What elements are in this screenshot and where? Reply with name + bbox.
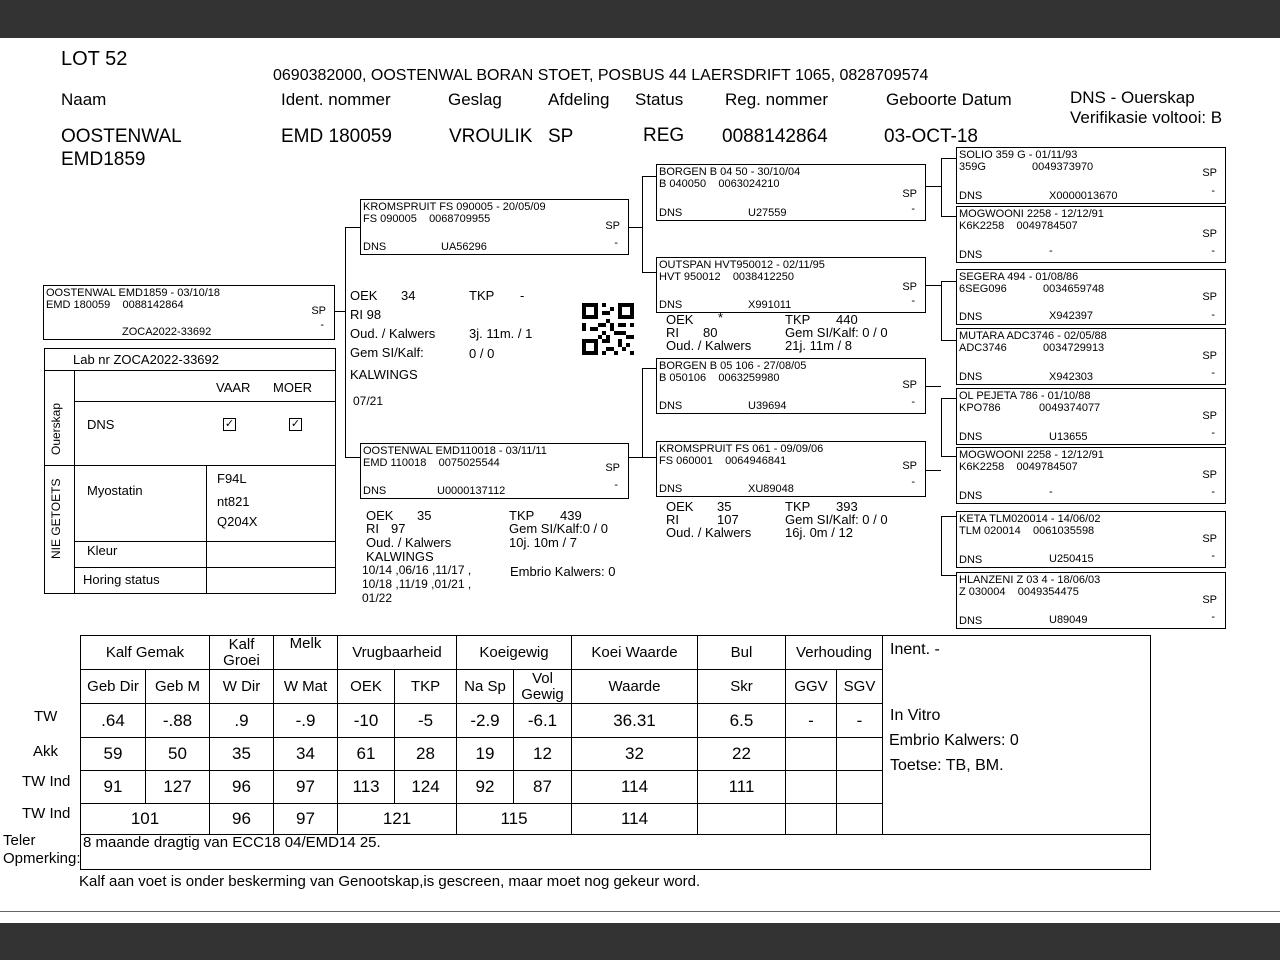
ggp-box-1 xyxy=(956,147,1226,204)
side-invitro: In Vitro xyxy=(890,707,941,724)
sire-kalwing-dates: 07/21 xyxy=(353,394,384,408)
ggp4-ident: ADC3746 xyxy=(959,342,1007,354)
ggp1-dns-value: X0000013670 xyxy=(1049,190,1118,202)
twind2-cell: 97 xyxy=(274,804,338,835)
akk-cell: 22 xyxy=(698,738,786,771)
ggp4-dash: - xyxy=(1211,367,1215,379)
subject-title: OOSTENWAL EMD1859 - 03/10/18 xyxy=(46,287,221,299)
twind-cell: 91 xyxy=(81,771,146,804)
tw-cell: 36.31 xyxy=(572,704,698,738)
twind2-cell: 114 xyxy=(572,804,698,835)
gp-top-tkp-value: 440 xyxy=(836,312,858,327)
gp-bot-oud-label: Oud. / Kalwers xyxy=(666,525,752,540)
grandparent-box-4 xyxy=(656,441,926,497)
header-afdeling: Afdeling xyxy=(548,90,610,109)
akk-cell xyxy=(837,738,883,771)
dam-sp: SP xyxy=(605,462,620,474)
ggp7-dns-value: U250415 xyxy=(1049,553,1094,565)
teler-label: Teler xyxy=(3,832,36,849)
gp1-dash: - xyxy=(911,203,915,215)
ggp1-title: SOLIO 359 G - 01/11/93 xyxy=(959,149,1078,161)
ggp8-ident: Z 030004 0049354475 xyxy=(959,586,1079,598)
gp1-title: BORGEN B 04 50 - 30/10/04 xyxy=(659,166,801,178)
row-label-twind: TW Ind xyxy=(22,773,71,790)
group-kalf-gemak: Kalf Gemak xyxy=(81,636,210,670)
dam-title: OOSTENWAL EMD110018 - 03/11/11 xyxy=(363,445,547,457)
ggp8-dns-value: U89049 xyxy=(1049,614,1088,626)
tw-cell: -.9 xyxy=(274,704,338,738)
akk-cell: 34 xyxy=(274,738,338,771)
ggp5-title: OL PEJETA 786 - 01/10/88 xyxy=(959,390,1091,402)
tw-cell: -.88 xyxy=(146,704,210,738)
sub-oek: OEK xyxy=(338,670,395,704)
twind2-cell: 101 xyxy=(81,804,210,835)
header-ident: Ident. nommer xyxy=(281,90,391,109)
ggp3-ident: 6SEG096 xyxy=(959,283,1007,295)
nie-getoets-label: NIE GETOETS xyxy=(49,478,63,559)
gp2-dash: - xyxy=(911,295,915,307)
ggp2-dash: - xyxy=(1211,245,1215,257)
gp1-dns-value: U27559 xyxy=(748,207,787,219)
table-group-row xyxy=(81,636,1151,670)
ggp5-dns: DNS xyxy=(959,431,983,443)
ggp1-reg: 0049373970 xyxy=(1032,161,1094,173)
remark-cell: 8 maande dragtig van ECC18 04/EMD14 25. xyxy=(81,835,1151,870)
sire-box xyxy=(360,199,629,255)
gp1-dns: DNS xyxy=(659,207,683,219)
tw-cell: -2.9 xyxy=(457,704,514,738)
ggp5-sp: SP xyxy=(1202,410,1217,422)
ggp7-dash: - xyxy=(1211,550,1215,562)
ggp1-dns: DNS xyxy=(959,190,983,202)
akk-cell xyxy=(786,738,837,771)
animal-name-2: EMD1859 xyxy=(61,149,146,170)
ggp4-dns-value: X942303 xyxy=(1049,371,1094,383)
ggp-box-4 xyxy=(956,328,1226,385)
ggp5-reg: 0049374077 xyxy=(1039,402,1101,414)
ggp7-title: KETA TLM020014 - 14/06/02 xyxy=(959,513,1101,525)
gp-top-ri-label: RI xyxy=(666,325,679,340)
dam-dns-value: U0000137112 xyxy=(437,485,506,497)
lab-moer: MOER xyxy=(273,380,312,395)
ggp8-dash: - xyxy=(1211,611,1215,623)
akk-cell: 32 xyxy=(572,738,698,771)
gp3-dns: DNS xyxy=(659,400,683,412)
akk-cell: 19 xyxy=(457,738,514,771)
lab-dns: DNS xyxy=(87,417,115,432)
sire-title: KROMSPRUIT FS 090005 - 20/05/09 xyxy=(363,201,546,213)
ggp6-dash: - xyxy=(1211,486,1215,498)
footer-note: Kalf aan voet is onder beskerming van Genootskap,is gescreen, maar moet nog gekeur word. xyxy=(79,873,701,890)
subject-zoca: ZOCA2022-33692 xyxy=(122,326,212,338)
gp3-dns-value: U39694 xyxy=(748,400,787,412)
ggp6-dns: DNS xyxy=(959,490,983,502)
ggp-box-7 xyxy=(956,511,1226,568)
header-geslag: Geslag xyxy=(448,90,502,109)
group-vrugbaarheid: Vrugbaarheid xyxy=(338,636,457,670)
ggp4-reg: 0034729913 xyxy=(1043,342,1105,354)
gp4-sp: SP xyxy=(902,460,917,472)
twind-cell: 87 xyxy=(514,771,572,804)
grandparent-box-3 xyxy=(656,358,926,414)
gp2-dns: DNS xyxy=(659,299,683,311)
twind-cell: 96 xyxy=(210,771,274,804)
gp-top-oek-value: * xyxy=(718,310,724,325)
ggp3-sp: SP xyxy=(1202,291,1217,303)
ggp1-dash: - xyxy=(1211,185,1215,197)
horing-label: Horing status xyxy=(83,572,160,587)
ggp8-sp: SP xyxy=(1202,594,1217,606)
sub-w-dir: W Dir xyxy=(210,670,274,704)
ggp6-sp: SP xyxy=(1202,469,1217,481)
ggp2-title: MOGWOONI 2258 - 12/12/91 xyxy=(959,208,1104,220)
twind-cell: 92 xyxy=(457,771,514,804)
sire-sp: SP xyxy=(605,220,620,232)
tw-cell: -6.1 xyxy=(514,704,572,738)
ggp2-dns: DNS xyxy=(959,249,983,261)
sire-dash: - xyxy=(614,237,618,249)
group-melk: Melk xyxy=(274,636,338,670)
ggp4-title: MUTARA ADC3746 - 02/05/88 xyxy=(959,330,1107,342)
gp2-dns-value: X991011 xyxy=(748,299,792,311)
subject-sp: SP xyxy=(311,305,326,317)
ggp-box-8 xyxy=(956,572,1226,629)
dam-kalwing-dates-2: 10/18 ,11/19 ,01/21 , xyxy=(362,577,472,591)
twind2-cell: 115 xyxy=(457,804,572,835)
akk-cell: 28 xyxy=(395,738,457,771)
twind-cell: 97 xyxy=(274,771,338,804)
owner-line: 0690382000, OOSTENWAL BORAN STOET, POSBUS 44 LAERSDRIFT 1065, 0828709574 xyxy=(273,67,929,84)
tw-cell: -10 xyxy=(338,704,395,738)
gp-bot-gem: Gem SI/Kalf: 0 / 0 xyxy=(785,512,888,527)
side-info-cell xyxy=(883,636,1151,835)
subject-ident: EMD 180059 0088142864 xyxy=(46,299,184,311)
sub-geb-dir: Geb Dir xyxy=(81,670,146,704)
gp2-sp: SP xyxy=(902,281,917,293)
akk-cell: 50 xyxy=(146,738,210,771)
header-reg: Reg. nommer xyxy=(725,90,828,109)
twind-cell xyxy=(837,771,883,804)
tw-cell: - xyxy=(786,704,837,738)
gp2-title: OUTSPAN HVT950012 - 02/11/95 xyxy=(659,259,825,271)
twind-cell: 111 xyxy=(698,771,786,804)
gp4-dash: - xyxy=(911,476,915,488)
ggp4-sp: SP xyxy=(1202,350,1217,362)
sire-tkp-label: TKP xyxy=(469,288,495,303)
animal-ident: EMD 180059 xyxy=(281,126,392,147)
gp-bot-ri-label: RI xyxy=(666,512,679,527)
gp-bot-tkp-label: TKP xyxy=(785,499,811,514)
sub-waarde: Waarde xyxy=(572,670,698,704)
twind2-cell xyxy=(698,804,786,835)
dam-gem: Gem SI/Kalf:0 / 0 xyxy=(509,521,608,536)
animal-birthdate: 03-OCT-18 xyxy=(884,126,978,147)
ggp5-dash: - xyxy=(1211,427,1215,439)
twind2-cell: 121 xyxy=(338,804,457,835)
ggp4-dns: DNS xyxy=(959,371,983,383)
tw-cell: -5 xyxy=(395,704,457,738)
ggp-box-5 xyxy=(956,388,1226,445)
lab-number: Lab nr ZOCA2022-33692 xyxy=(73,352,219,367)
sire-dns-value: UA56296 xyxy=(441,241,487,253)
dam-kalwings: KALWINGS xyxy=(366,549,434,564)
ggp5-ident: KPO786 xyxy=(959,402,1001,414)
group-verhouding: Verhouding xyxy=(786,636,883,670)
animal-afdeling: SP xyxy=(548,126,574,147)
dam-ri-label: RI xyxy=(366,521,379,536)
akk-cell: 61 xyxy=(338,738,395,771)
gp4-dns-value: XU89048 xyxy=(748,483,794,495)
remark-row xyxy=(81,835,1151,870)
akk-cell: 59 xyxy=(81,738,146,771)
dam-oek-value: 35 xyxy=(417,508,432,523)
animal-geslag: VROULIK xyxy=(449,126,533,147)
sub-tkp: TKP xyxy=(395,670,457,704)
gp3-title: BORGEN B 05 106 - 27/08/05 xyxy=(659,360,807,372)
sire-oud-label: Oud. / Kalwers xyxy=(350,326,436,341)
myo-value-2: nt821 xyxy=(217,494,250,509)
dam-oud-value: 10j. 10m / 7 xyxy=(509,535,577,550)
twind2-cell xyxy=(786,804,837,835)
dam-tkp-value: 439 xyxy=(560,508,582,523)
animal-reg: 0088142864 xyxy=(722,126,828,147)
dam-embrio: Embrio Kalwers: 0 xyxy=(510,564,616,579)
myostatin-label: Myostatin xyxy=(87,483,143,498)
dam-kalwing-dates-1: 10/14 ,06/16 ,11/17 , xyxy=(362,563,472,577)
gp-bot-tkp-value: 393 xyxy=(836,499,858,514)
ggp3-dns-value: X942397 xyxy=(1049,310,1094,322)
gp-bot-oud-value: 16j. 0m / 12 xyxy=(785,525,853,540)
footer-divider xyxy=(0,911,1280,912)
gp-top-oud-value: 21j. 11m / 8 xyxy=(785,338,852,353)
tw-cell: 6.5 xyxy=(698,704,786,738)
sire-kalwings: KALWINGS xyxy=(350,367,418,382)
sire-tkp-value: - xyxy=(520,288,525,303)
ggp8-title: HLANZENI Z 03 4 - 18/06/03 xyxy=(959,574,1101,586)
gp-top-oek-label: OEK xyxy=(666,312,694,327)
group-koeigewig: Koeigewig xyxy=(457,636,572,670)
lot-number: LOT 52 xyxy=(61,48,128,70)
qr-code-icon xyxy=(582,303,634,355)
sub-skr: Skr xyxy=(698,670,786,704)
tw-cell: .64 xyxy=(81,704,146,738)
side-inent: Inent. - xyxy=(890,641,940,658)
subject-dash: - xyxy=(320,319,324,331)
sire-oek-value: 34 xyxy=(401,288,416,303)
breeding-values-table xyxy=(80,635,1151,870)
gp1-ident: B 040050 0063024210 xyxy=(659,178,780,190)
ggp3-reg: 0034659748 xyxy=(1043,283,1105,295)
twind-cell: 124 xyxy=(395,771,457,804)
ggp5-dns-value: U13655 xyxy=(1049,431,1088,443)
lab-box xyxy=(44,348,336,594)
ggp3-title: SEGERA 494 - 01/08/86 xyxy=(959,271,1079,283)
dam-dash: - xyxy=(614,479,618,491)
dam-oud-label: Oud. / Kalwers xyxy=(366,535,452,550)
kleur-label: Kleur xyxy=(87,543,118,558)
group-kalf-groei: Kalf Groei xyxy=(210,636,274,670)
ggp7-dns: DNS xyxy=(959,554,983,566)
sub-na-sp: Na Sp xyxy=(457,670,514,704)
akk-cell: 12 xyxy=(514,738,572,771)
bottom-bar xyxy=(0,923,1280,960)
subject-pedigree-box xyxy=(43,285,335,340)
dam-dns: DNS xyxy=(363,485,387,497)
twind-cell: 127 xyxy=(146,771,210,804)
ggp-box-2 xyxy=(956,206,1226,263)
ggp2-ident: K6K2258 0049784507 xyxy=(959,220,1078,232)
ggp2-sp: SP xyxy=(1202,228,1217,240)
dam-ident: EMD 110018 0075025544 xyxy=(363,457,500,469)
grandparent-box-2 xyxy=(656,257,926,313)
animal-name-1: OOSTENWAL xyxy=(61,126,182,147)
gp-bot-ri-value: 107 xyxy=(717,512,739,527)
sire-oek-label: OEK xyxy=(350,288,378,303)
gp4-dns: DNS xyxy=(659,483,683,495)
ggp6-ident: K6K2258 0049784507 xyxy=(959,461,1078,473)
sub-w-mat: W Mat xyxy=(274,670,338,704)
twind-cell: 114 xyxy=(572,771,698,804)
ggp1-ident: 359G xyxy=(959,161,986,173)
sub-geb-m: Geb M xyxy=(146,670,210,704)
ggp6-dns-value: - xyxy=(1049,486,1053,498)
sire-oud-value: 3j. 11m. / 1 xyxy=(469,326,533,341)
top-bar xyxy=(0,0,1280,38)
dam-ri-value: 97 xyxy=(391,521,406,536)
ggp1-sp: SP xyxy=(1202,167,1217,179)
dns-verify: Verifikasie voltooi: B xyxy=(1070,108,1223,127)
dam-oek-label: OEK xyxy=(366,508,394,523)
dam-box xyxy=(360,443,629,499)
header-naam: Naam xyxy=(61,90,107,109)
twind2-cell: 96 xyxy=(210,804,274,835)
gp-bot-oek-label: OEK xyxy=(666,499,694,514)
gp-top-oud-label: Oud. / Kalwers xyxy=(666,338,752,353)
opmerking-label: Opmerking: xyxy=(3,850,81,867)
dam-tkp-label: TKP xyxy=(509,508,535,523)
sub-vol-gewig: Vol Gewig xyxy=(514,670,572,704)
ggp7-sp: SP xyxy=(1202,533,1217,545)
sire-gem-label: Gem SI/Kalf: xyxy=(350,345,424,360)
gp3-ident: B 050106 0063259980 xyxy=(659,372,780,384)
sire-dns: DNS xyxy=(363,241,387,253)
grandparent-box-1 xyxy=(656,164,926,221)
myo-value-3: Q204X xyxy=(217,514,258,529)
row-label-akk: Akk xyxy=(33,743,59,760)
row-label-tw: TW xyxy=(34,708,58,725)
myo-value-1: F94L xyxy=(217,471,247,486)
lab-vaar: VAAR xyxy=(216,380,251,395)
gp2-ident: HVT 950012 0038412250 xyxy=(659,271,794,283)
twind-cell: 113 xyxy=(338,771,395,804)
gp-top-gem: Gem SI/Kalf: 0 / 0 xyxy=(785,325,888,340)
dam-kalwing-dates-3: 01/22 xyxy=(362,591,393,605)
sub-sgv: SGV xyxy=(837,670,883,704)
moer-check-icon: ✓ xyxy=(290,418,301,430)
ouerskap-label: Ouerskap xyxy=(49,402,63,455)
gp-top-tkp-label: TKP xyxy=(785,312,811,327)
sire-ri: RI 98 xyxy=(350,307,382,322)
row-label-twind-2: TW Ind xyxy=(22,805,71,822)
sire-ident: FS 090005 0068709955 xyxy=(363,213,491,225)
ggp6-title: MOGWOONI 2258 - 12/12/91 xyxy=(959,449,1104,461)
twind2-cell xyxy=(837,804,883,835)
dns-title: DNS - Ouerskap xyxy=(1070,88,1195,107)
gp-bot-oek-value: 35 xyxy=(717,499,732,514)
sire-gem-value: 0 / 0 xyxy=(469,346,495,361)
twind-cell xyxy=(786,771,837,804)
side-toetse: Toetse: TB, BM. xyxy=(890,757,1004,774)
sub-ggv: GGV xyxy=(786,670,837,704)
header-status: Status xyxy=(635,90,684,109)
ggp-box-6 xyxy=(956,447,1226,504)
gp3-sp: SP xyxy=(902,379,917,391)
ggp7-ident: TLM 020014 0061035598 xyxy=(959,525,1095,537)
header-geboorte: Geboorte Datum xyxy=(886,90,1012,109)
tw-cell: .9 xyxy=(210,704,274,738)
akk-cell: 35 xyxy=(210,738,274,771)
ggp8-dns: DNS xyxy=(959,615,983,627)
gp4-ident: FS 060001 0064946841 xyxy=(659,455,787,467)
gp4-title: KROMSPRUIT FS 061 - 09/09/06 xyxy=(659,443,824,455)
tw-cell: - xyxy=(837,704,883,738)
side-embrio: Embrio Kalwers: 0 xyxy=(889,732,1019,749)
ggp2-dns-value: - xyxy=(1049,245,1053,257)
animal-status: REG xyxy=(643,125,685,146)
ggp-box-3 xyxy=(956,269,1226,325)
ggp3-dns: DNS xyxy=(959,311,983,323)
ggp3-dash: - xyxy=(1211,309,1215,321)
group-koei-waarde: Koei Waarde xyxy=(572,636,698,670)
gp-top-ri-value: 80 xyxy=(703,325,718,340)
gp1-sp: SP xyxy=(902,188,917,200)
vaar-check-icon: ✓ xyxy=(224,418,235,430)
group-bul: Bul xyxy=(698,636,786,670)
gp3-dash: - xyxy=(911,396,915,408)
